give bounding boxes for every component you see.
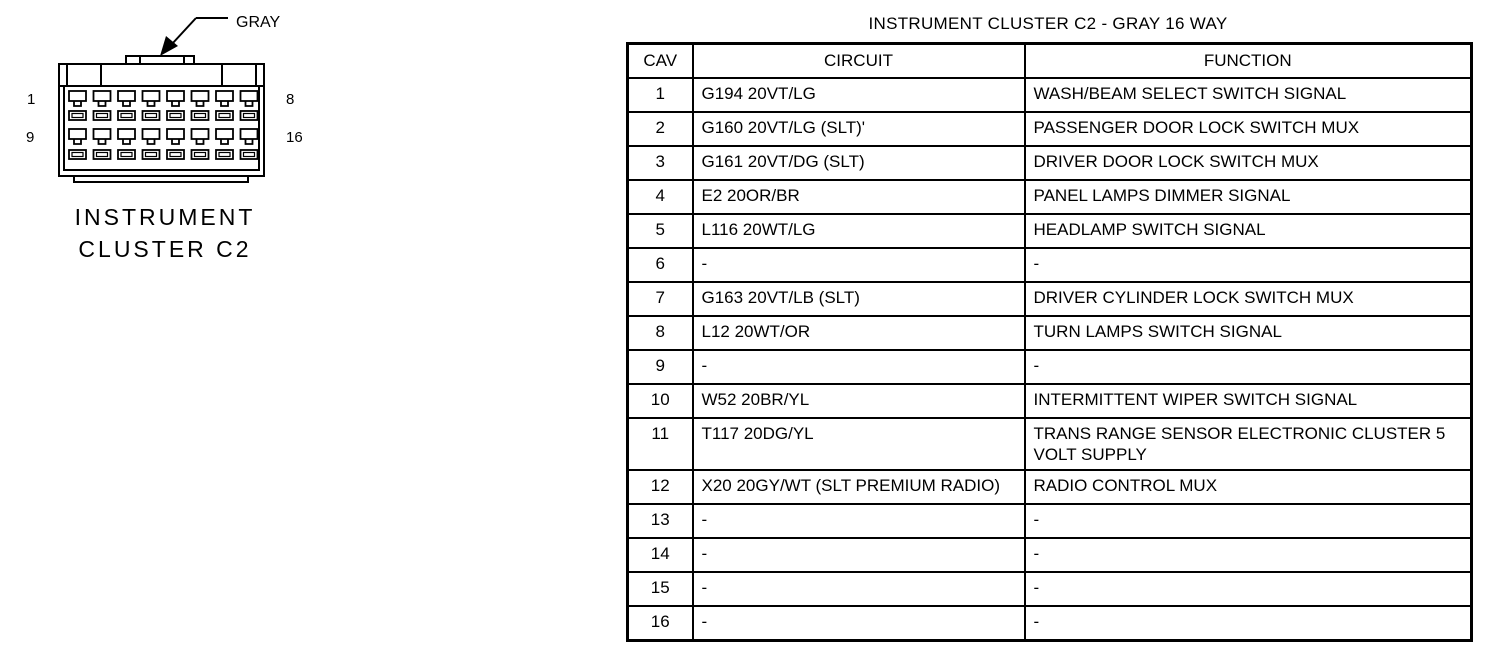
table-body [628, 78, 1472, 641]
cell-cav: 4 [628, 180, 693, 214]
cell-cav: 14 [628, 538, 693, 572]
lock-slot [118, 111, 135, 120]
cell-function: PANEL LAMPS DIMMER SIGNAL [1025, 180, 1472, 214]
cell-cav: 1 [628, 78, 693, 112]
cell-function: - [1025, 606, 1472, 641]
lock-slot [216, 111, 233, 120]
cell-function: - [1025, 538, 1472, 572]
cell-cav: 8 [628, 316, 693, 350]
cell-circuit: E2 20OR/BR [693, 180, 1025, 214]
lock-slot [143, 150, 160, 159]
cell-function: PASSENGER DOOR LOCK SWITCH MUX [1025, 112, 1472, 146]
cell-function: DRIVER DOOR LOCK SWITCH MUX [1025, 146, 1472, 180]
cell-cav: 3 [628, 146, 693, 180]
cell-circuit: T117 20DG/YL [693, 418, 1025, 470]
cell-function: RADIO CONTROL MUX [1025, 470, 1472, 504]
header-cav: CAV [628, 44, 693, 79]
connector-caption-line1: INSTRUMENT [74, 204, 256, 230]
table-row [628, 214, 1472, 248]
cell-circuit: - [693, 572, 1025, 606]
table-row [628, 282, 1472, 316]
cell-cav: 6 [628, 248, 693, 282]
table-row [628, 350, 1472, 384]
table-header-row [628, 44, 1472, 79]
table-row [628, 78, 1472, 112]
lock-slot [118, 150, 135, 159]
cell-cav: 13 [628, 504, 693, 538]
table-row [628, 504, 1472, 538]
lock-slot [241, 111, 258, 120]
pinout-table [626, 42, 1473, 642]
lock-slot [167, 150, 184, 159]
cell-function: - [1025, 350, 1472, 384]
connector-diagram [0, 0, 330, 200]
table-row [628, 418, 1472, 470]
lock-slot [192, 150, 209, 159]
cell-function: TURN LAMPS SWITCH SIGNAL [1025, 316, 1472, 350]
gray-label: GRAY [236, 14, 281, 31]
cell-circuit: L12 20WT/OR [693, 316, 1025, 350]
lock-slot [167, 111, 184, 120]
lock-slot [241, 150, 258, 159]
cell-circuit: L116 20WT/LG [693, 214, 1025, 248]
cell-function: - [1025, 248, 1472, 282]
cell-circuit: G160 20VT/LG (SLT)' [693, 112, 1025, 146]
table-row [628, 470, 1472, 504]
table-row [628, 316, 1472, 350]
cell-function: DRIVER CYLINDER LOCK SWITCH MUX [1025, 282, 1472, 316]
table-row [628, 180, 1472, 214]
cell-circuit: G194 20VT/LG [693, 78, 1025, 112]
cell-cav: 11 [628, 418, 693, 470]
cell-circuit: X20 20GY/WT (SLT PREMIUM RADIO) [693, 470, 1025, 504]
cell-cav: 9 [628, 350, 693, 384]
connector-caption [40, 201, 290, 265]
cell-circuit: - [693, 606, 1025, 641]
lock-slot [94, 150, 111, 159]
cell-circuit: - [693, 504, 1025, 538]
cell-circuit: G161 20VT/DG (SLT) [693, 146, 1025, 180]
header-circuit: CIRCUIT [693, 44, 1025, 79]
cell-circuit: - [693, 538, 1025, 572]
table-row [628, 248, 1472, 282]
cell-cav: 12 [628, 470, 693, 504]
lock-slot [143, 111, 160, 120]
table-row [628, 572, 1472, 606]
table-row [628, 384, 1472, 418]
cell-circuit: W52 20BR/YL [693, 384, 1025, 418]
cell-function: HEADLAMP SWITCH SIGNAL [1025, 214, 1472, 248]
table-row [628, 112, 1472, 146]
cell-circuit: - [693, 248, 1025, 282]
lock-slot [69, 150, 86, 159]
cell-circuit: G163 20VT/LB (SLT) [693, 282, 1025, 316]
cell-function: INTERMITTENT WIPER SWITCH SIGNAL [1025, 384, 1472, 418]
cell-cav: 15 [628, 572, 693, 606]
lock-slot [192, 111, 209, 120]
cell-cav: 10 [628, 384, 693, 418]
table-row [628, 606, 1472, 641]
lock-slot [94, 111, 111, 120]
cell-function: - [1025, 572, 1472, 606]
pin-label-16: 16 [286, 129, 303, 146]
table-title: INSTRUMENT CLUSTER C2 - GRAY 16 WAY [868, 14, 1228, 33]
pin-label-9: 9 [26, 129, 35, 146]
pin-label-8: 8 [286, 91, 295, 108]
cell-cav: 7 [628, 282, 693, 316]
lock-slot [216, 150, 233, 159]
cell-circuit: - [693, 350, 1025, 384]
lock-slot [69, 111, 86, 120]
cell-function: - [1025, 504, 1472, 538]
cell-function: TRANS RANGE SENSOR ELECTRONIC CLUSTER 5 VOLT SUPPLY [1025, 418, 1472, 470]
pin-label-1: 1 [27, 91, 36, 108]
cell-cav: 2 [628, 112, 693, 146]
cell-function: WASH/BEAM SELECT SWITCH SIGNAL [1025, 78, 1472, 112]
connector-caption-line2: CLUSTER C2 [78, 236, 252, 262]
gray-leader-arrow [172, 18, 228, 44]
table-row [628, 538, 1472, 572]
cell-cav: 16 [628, 606, 693, 641]
header-function: FUNCTION [1025, 44, 1472, 79]
table-row [628, 146, 1472, 180]
cell-cav: 5 [628, 214, 693, 248]
